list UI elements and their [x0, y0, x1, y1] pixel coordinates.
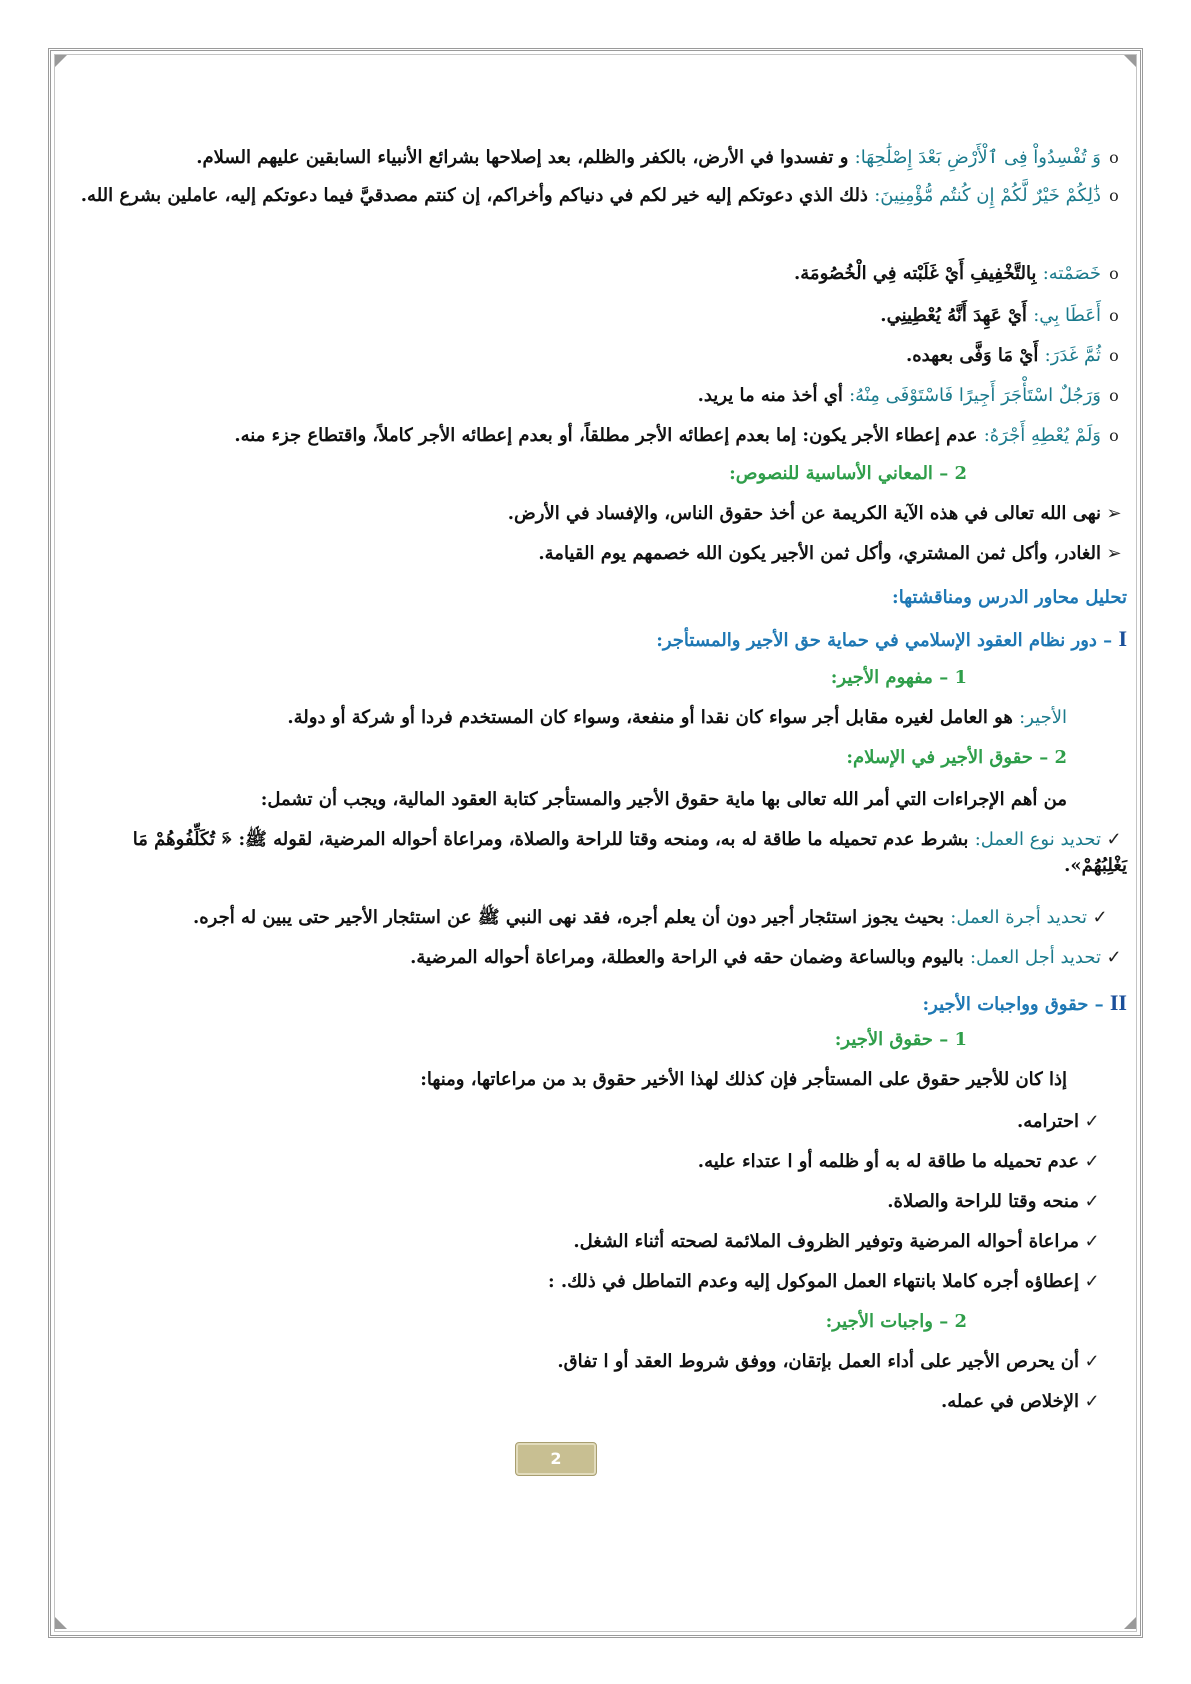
vocab-item	[72, 261, 1127, 303]
vocab-definition: عدم إعطاء الأجر يكون: إما بعدم إعطائه الأجر مطلقاً، أو بعدم إعطائه الأجر كاملاً، واقتطاع جزء منه.	[234, 425, 984, 446]
part2-s1-intro: إذا كان للأجير حقوق على المستأجر فإن كذلك لهذا الأخير حقوق بد من مراعاتها، ومنها:	[420, 1069, 1067, 1090]
check-icon: ✓	[1084, 1271, 1100, 1292]
frame-corner-ornament	[1124, 55, 1136, 67]
duty-text: الإخلاص في عمله.	[940, 1391, 1079, 1412]
check-icon: ✓	[1084, 1351, 1100, 1372]
arrow-bullet-icon: ➢	[1106, 503, 1122, 524]
right-text: عدم تحميله ما طاقة له به أو ظلمه أو ا عتداء عليه.	[697, 1151, 1079, 1172]
frame-corner-ornament	[1124, 1617, 1136, 1629]
right-item	[72, 1269, 1127, 1309]
item-text: بشرط عدم تحميله ما طاقة له به، ومنحه وقتا للراحة والصلاة، ومراعاة أحواله المرضية، لقوله ﷺ: «َ تُكَلِّفُوهُمْ مَا يَغْلِبُهُمْ».	[132, 829, 1127, 877]
definition-paragraph	[72, 705, 1127, 745]
part2-heading	[72, 987, 1127, 1027]
vocab-term: أَعَطَا بِي:	[1033, 305, 1101, 326]
section-heading-meanings: 2 – المعاني الأساسية للنصوص:	[729, 463, 967, 484]
definition-text: هو العامل لغيره مقابل أجر سواء كان نقدا أو منفعة، وسواء كان المستخدم فردا أو شركة أو دولة.	[287, 707, 1020, 728]
check-icon: ✓	[1084, 1231, 1100, 1252]
circle-bullet-icon: o	[1109, 148, 1119, 167]
analysis-heading: تحليل محاور الدرس ومناقشتها:	[892, 587, 1127, 608]
vocab-term: وَلَمْ يُعْطِهِ أَجْرَهُ:	[983, 425, 1101, 446]
vocab-item	[72, 303, 1127, 343]
right-item	[72, 1189, 1127, 1229]
circle-bullet-icon: o	[1109, 186, 1119, 205]
vocab-item	[72, 343, 1127, 383]
vocab-item	[72, 145, 1127, 183]
vocab-term: ذَٰلِكُمْ خَيْرٌ لَّكُمْ إِن كُنتُم مُّؤْمِنِينَ:	[874, 185, 1101, 206]
vocab-term: وَ تُفْسِدُواْ فِى ٱلْأَرْضِ بَعْدَ إِصْلَٰحِهَا:	[854, 147, 1101, 168]
duty-item	[72, 1389, 1127, 1429]
circle-bullet-icon: o	[1109, 346, 1119, 365]
rights-contract-item	[72, 827, 1127, 905]
item-term: تحديد نوع العمل:	[974, 829, 1101, 850]
right-text: منحه وقتا للراحة والصلاة.	[887, 1191, 1079, 1212]
check-icon: ✓	[1084, 1191, 1100, 1212]
frame-corner-ornament	[55, 1617, 67, 1629]
document-body	[72, 145, 1127, 1429]
page-number-badge: 2	[515, 1442, 597, 1476]
part2-title: – حقوق وواجبات الأجير:	[922, 994, 1110, 1015]
part1-s1-heading: 1 – مفهوم الأجير:	[830, 667, 967, 688]
check-icon: ✓	[1084, 1151, 1100, 1172]
vocab-list	[72, 145, 1127, 461]
check-icon: ✓	[1092, 907, 1108, 928]
item-text: باليوم وبالساعة وضمان حقه في الراحة والعطلة، ومراعاة أحواله المرضية.	[410, 947, 970, 968]
vocab-definition: و تفسدوا في الأرض، بالكفر والظلم، بعد إصلاحها بشرائع الأنبياء السابقين عليهم السلام.	[196, 147, 855, 168]
right-text: إعطاؤه أجره كاملا بانتهاء العمل الموكول إليه وعدم التماطل في ذلك. :	[547, 1271, 1079, 1292]
meaning-item	[72, 501, 1127, 541]
vocab-item	[72, 183, 1127, 261]
vocab-term: وَرَجُلٌ اسْتَأْجَرَ أَجِيرًا فَاسْتَوْفَى مِنْهُ:	[849, 385, 1101, 406]
rights-contract-item	[72, 945, 1127, 987]
vocab-definition: بِالتَّخْفِيفِ أَيْ غَلَبْته فِي الْخُصُومَة.	[794, 263, 1043, 284]
part1-s2-heading: 2 – حقوق الأجير في الإسلام:	[846, 747, 1067, 768]
check-icon: ✓	[1084, 1391, 1100, 1412]
vocab-definition: أَيْ عَهِدَ أَنَّهُ يُعْطِينِي.	[880, 305, 1034, 326]
vocab-item	[72, 383, 1127, 423]
circle-bullet-icon: o	[1109, 426, 1119, 445]
part1-roman-numeral: I	[1118, 626, 1127, 651]
item-term: تحديد أجل العمل:	[969, 947, 1101, 968]
circle-bullet-icon: o	[1109, 306, 1119, 325]
circle-bullet-icon: o	[1109, 386, 1119, 405]
part2-s2-heading: 2 – واجبات الأجير:	[825, 1311, 967, 1332]
duty-text: أن يحرص الأجير على أداء العمل بإتقان، ووفق شروط العقد أو ا تفاق.	[557, 1351, 1079, 1372]
meaning-text: الغادر، وأكل ثمن المشتري، وأكل ثمن الأجير يكون الله خصمهم يوم القيامة.	[538, 543, 1101, 564]
vocab-term: خَصَمْته:	[1042, 263, 1101, 284]
circle-bullet-icon: o	[1109, 264, 1119, 283]
definition-term: الأجير:	[1019, 707, 1067, 728]
frame-corner-ornament	[55, 55, 67, 67]
part1-title: – دور نظام العقود الإسلامي في حماية حق الأجير والمستأجر:	[656, 630, 1119, 651]
vocab-term: ثُمَّ غَدَرَ:	[1044, 345, 1101, 366]
right-item	[72, 1149, 1127, 1189]
arrow-bullet-icon: ➢	[1106, 543, 1122, 564]
right-item	[72, 1229, 1127, 1269]
part1-heading	[72, 623, 1127, 665]
vocab-item	[72, 423, 1127, 461]
check-icon: ✓	[1106, 947, 1122, 968]
vocab-definition: ذلك الذي دعوتكم إليه خير لكم في دنياكم وأخراكم، إن كنتم مصدقيَّ فيما دعوتكم إليه، عاملين بشرع الله.	[80, 185, 875, 206]
check-icon: ✓	[1106, 829, 1122, 850]
check-icon: ✓	[1084, 1111, 1100, 1132]
vocab-definition: أَيْ مَا وَفَّى بعهده.	[905, 345, 1045, 366]
vocab-definition: أي أخذ منه ما يريد.	[697, 385, 850, 406]
part2-s1-heading: 1 – حقوق الأجير:	[834, 1029, 967, 1050]
item-text: بحيث يجوز استئجار أجير دون أن يعلم أجره، فقد نهى النبي ﷺ عن استئجار الأجير حتى يبين له أجره.	[192, 907, 951, 928]
part2-roman-numeral: II	[1109, 990, 1127, 1015]
rights-contract-item	[72, 905, 1127, 945]
item-term: تحديد أجرة العمل:	[950, 907, 1087, 928]
right-text: احترامه.	[1016, 1111, 1079, 1132]
part1-s2-intro: من أهم الإجراءات التي أمر الله تعالى بها ماية حقوق الأجير والمستأجر كتابة العقود المالية، ويجب أن تشمل:	[260, 789, 1067, 810]
meaning-text: نهى الله تعالى في هذه الآية الكريمة عن أخذ حقوق الناس، والإفساد في الأرض.	[507, 503, 1101, 524]
right-item	[72, 1109, 1127, 1149]
meaning-item	[72, 541, 1127, 585]
duty-item	[72, 1349, 1127, 1389]
right-text: مراعاة أحواله المرضية وتوفير الظروف الملائمة لصحته أثناء الشغل.	[573, 1231, 1079, 1252]
